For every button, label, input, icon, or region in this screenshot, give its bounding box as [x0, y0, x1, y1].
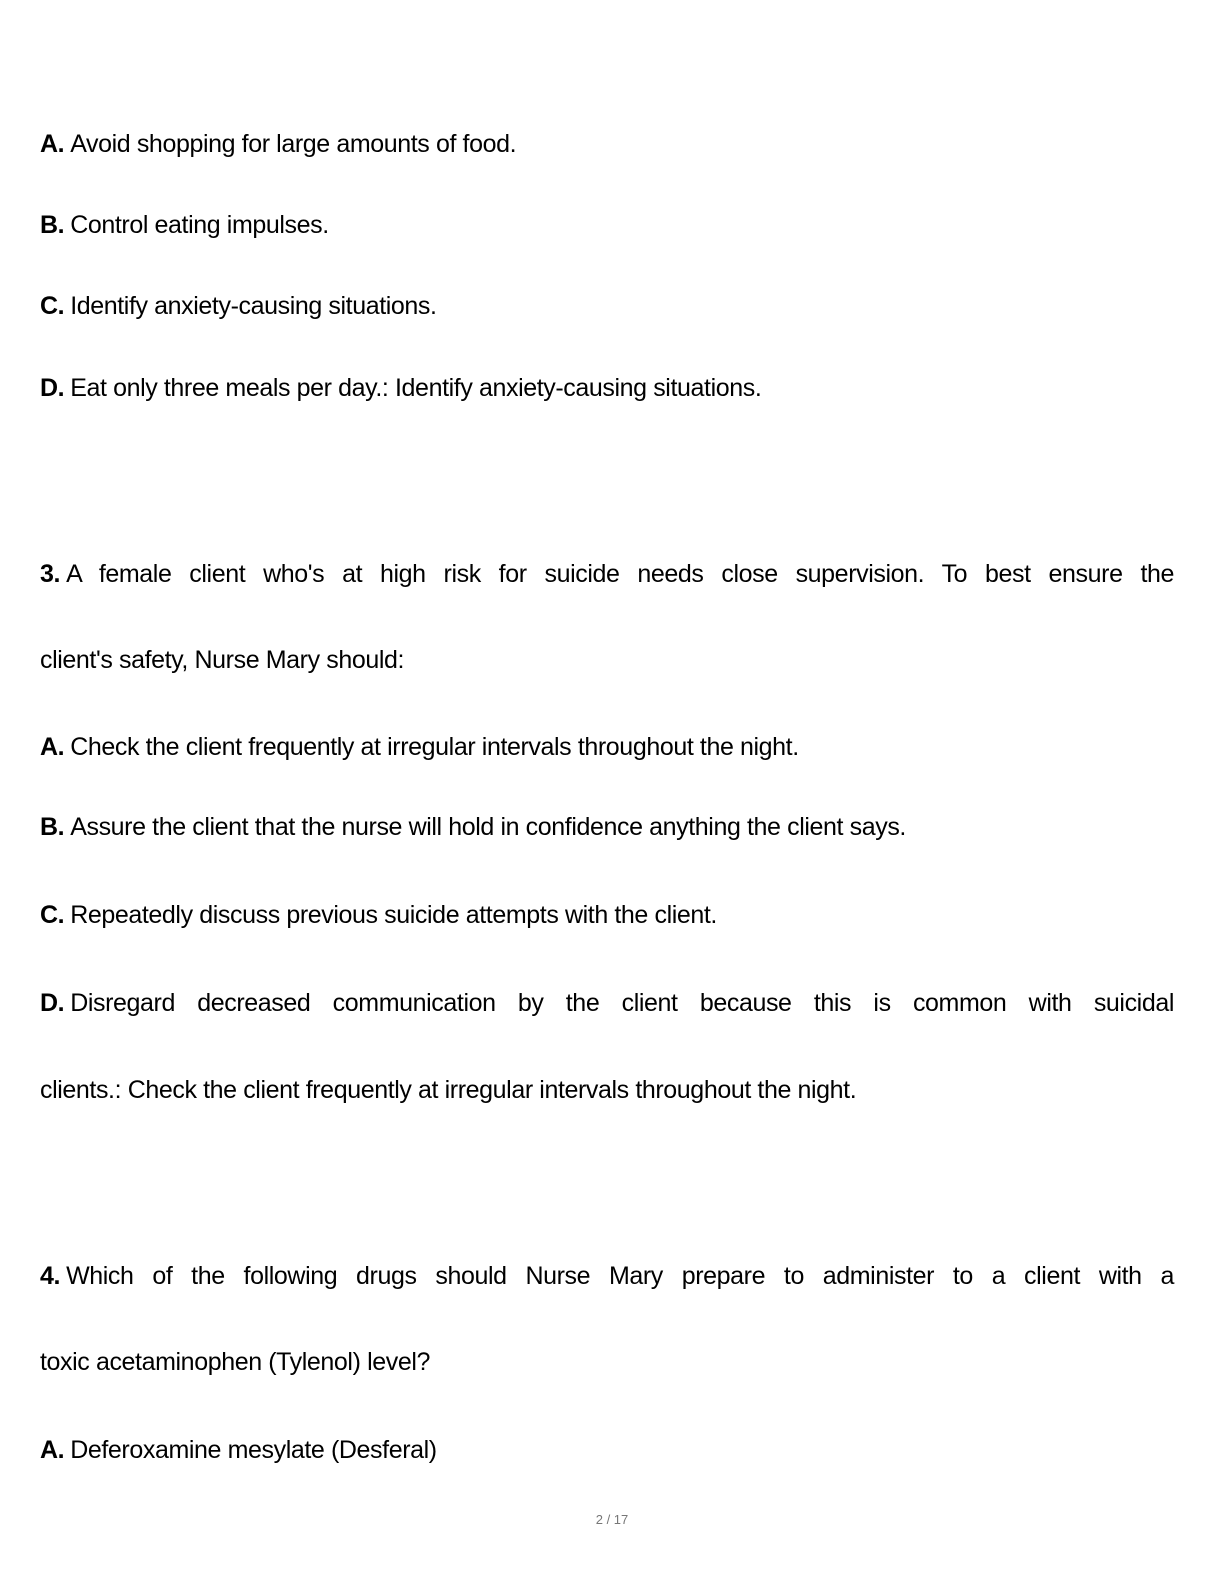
q2-option-b [40, 208, 1174, 242]
q2-option-a [40, 127, 1174, 161]
option-text: Deferoxamine mesylate (Desferal) [70, 1436, 437, 1464]
q4-stem-line1 [40, 1259, 1174, 1293]
option-text: Check the client frequently at irregular intervals throughout the night. [70, 733, 799, 761]
option-text: Assure the client that the nurse will hold in confidence anything the client says. [70, 813, 906, 841]
option-text: Repeatedly discuss previous suicide attempts with the client. [70, 901, 717, 929]
q2-option-c [40, 289, 1174, 323]
q3-option-b [40, 810, 1174, 844]
q3-option-c [40, 898, 1174, 932]
q2-option-d [40, 371, 1174, 405]
option-label: D. [40, 989, 65, 1017]
question-number: 3. [40, 560, 61, 588]
question-text: toxic acetaminophen (Tylenol) level? [40, 1348, 430, 1376]
question-text: Which of the following drugs should Nurse Mary prepare to administer to a client with a [66, 1262, 1174, 1290]
option-text: Eat only three meals per day.: Identify anxiety-causing situations. [70, 374, 762, 402]
option-label: A. [40, 130, 65, 158]
q3-option-a [40, 730, 1174, 764]
question-text: A female client who's at high risk for suicide needs close supervision. To best ensure the [66, 560, 1174, 588]
option-label: B. [40, 211, 65, 239]
q3-stem-line2 [40, 643, 1174, 677]
q4-stem-line2 [40, 1345, 1174, 1379]
option-label: D. [40, 374, 65, 402]
option-text: Avoid shopping for large amounts of food. [70, 130, 517, 158]
option-label: A. [40, 733, 65, 761]
option-text: clients.: Check the client frequently at irregular intervals throughout the night. [40, 1076, 857, 1104]
q4-option-a [40, 1433, 1174, 1467]
question-number: 4. [40, 1262, 61, 1290]
option-text: Disregard decreased communication by the client because this is common with suicidal [70, 989, 1174, 1017]
q3-option-d [40, 986, 1174, 1020]
option-text: Identify anxiety-causing situations. [70, 292, 437, 320]
option-label: C. [40, 292, 65, 320]
q3-stem-line1 [40, 557, 1174, 591]
option-label: C. [40, 901, 65, 929]
page-indicator: 2 / 17 [595, 1512, 629, 1527]
q3-option-d-continuation [40, 1073, 1174, 1107]
option-label: B. [40, 813, 65, 841]
option-text: Control eating impulses. [70, 211, 329, 239]
option-label: A. [40, 1436, 65, 1464]
question-text: client's safety, Nurse Mary should: [40, 646, 405, 674]
